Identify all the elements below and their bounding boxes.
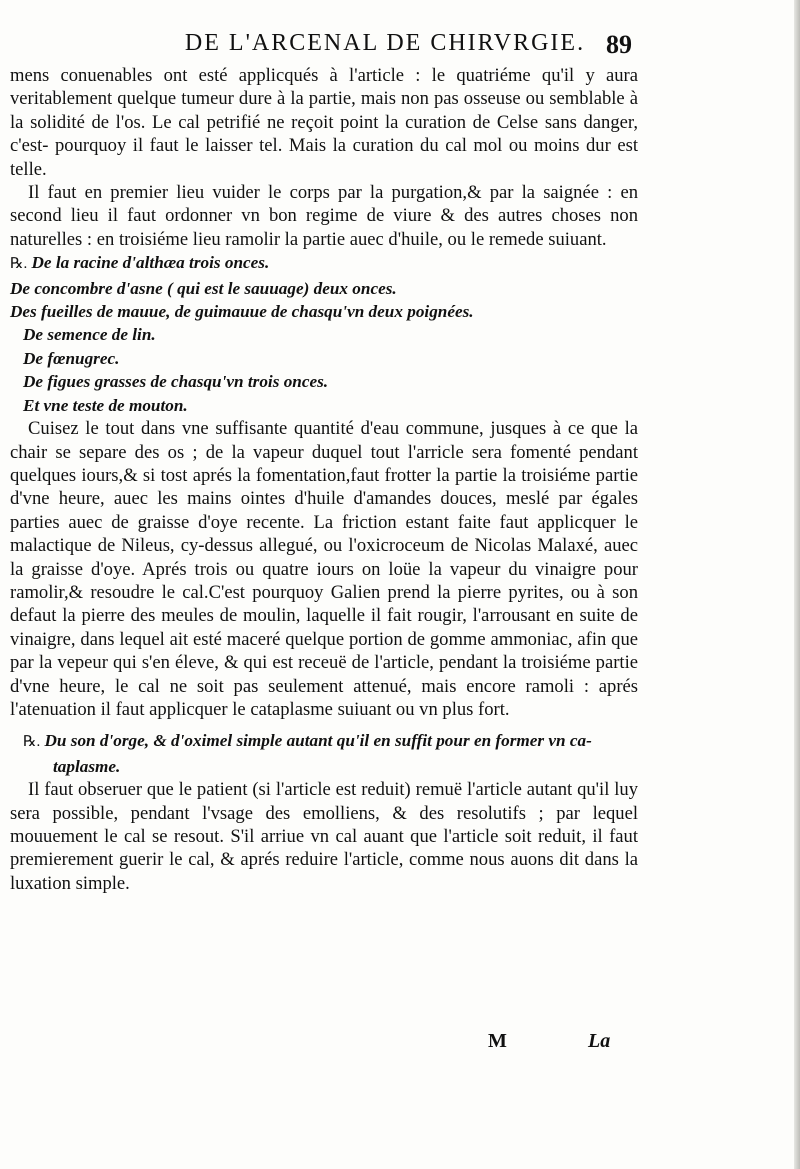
recipe-symbol: ℞. [23, 734, 41, 751]
main-text [10, 64, 638, 895]
paragraph-3: Cuisez le tout dans vne suffisante quantité d'eau commune, jusques à ce que la chair se separe des os ; de la vapeur duquel tout l'arricle sera fomenté pendant quelques iours,& si tost aprés la fomentation,faut frotter la partie la troisiéme partie d'vne heure, auec les mains ointes d'huile d'amandes douces, meslé par égales parties auec de graisse d'oye recente. La friction estant faite faut applicquer le malactique de Nileus, cy-dessus allegué, ou l'oxicroceum de Nicolas Malaxé, auec la graisse d'oye. Aprés trois ou quatre iours on loüe la vapeur du vinaigre pour ramolir,& resoudre le cal.C'est pourquoy Galien prend la pierre pyrites, ou à son defaut la pierre des meules de moulin, laquelle il fait rougir, l'arrousant en suite de vinaigre, dans lequel ait esté maceré quelque portion de gomme ammoniac, afin que par la vepeur qui s'en éleve, & qui est receuë de l'article, pendant la troisiéme partie d'vne heure, le cal ne soit pas seulement attenué, mais encore ramoli : aprés l'atenuation il faut applicquer le cataplasme suiuant ou vn plus fort. [10, 418, 638, 720]
running-title: DE L'ARCENAL DE CHIRVRGIE. [184, 30, 586, 56]
recipe-1 [10, 251, 638, 417]
recipe-line-5: De fœnugrec. [23, 348, 120, 368]
recipe-2-line-2: taplasme. [53, 756, 121, 776]
page-gutter-shadow [794, 0, 800, 1169]
recipe-line-7: Et vne teste de mouton. [23, 395, 188, 415]
recipe-line-4: De semence de lin. [23, 325, 156, 345]
recipe-item: De la racine d'althæa trois onces. [31, 253, 270, 273]
paragraph-1: mens conuenables ont esté applicqués à l'article : le quatriéme qu'il y aura veritablement quelque tumeur dure à la partie, mais non pas osseuse ou semblable à la solidité de l'os. Le cal petrifié ne reçoit point la curation de Celse sans danger, c'est- pourquoy il faut le laisser tel. Mais la curation du cal mol ou moins dur est telle. [10, 65, 638, 180]
recipe-2 [10, 729, 638, 778]
recipe-symbol: ℞. [10, 256, 28, 273]
recipe-2-line-1: Du son d'orge, & d'oximel simple autant qu'il en suffit pour en former vn ca- [44, 731, 592, 751]
footer-marks [488, 1030, 628, 1060]
page-number: 89 [606, 30, 632, 59]
recipe-line-3: Des fueilles de mauue, de guimauue de chasqu'vn deux poignées. [10, 302, 474, 322]
paragraph-4: Il faut obseruer que le patient (si l'article est reduit) remuë l'article autant qu'il luy sera possible, pendant l'vsage des emolliens, & des resolutifs ; par lequel mouuement le cal se resout. S'il arriue vn cal auant que l'article soit reduit, il faut premierement guerir le cal, & aprés reduire l'article, comme nous auons dit dans la luxation simple. [10, 779, 638, 894]
signature-mark: M [488, 1030, 507, 1052]
recipe-line-2: De concombre d'asne ( qui est le sauuage) deux onces. [10, 278, 397, 298]
paragraph-2: Il faut en premier lieu vuider le corps par la purgation,& par la saignée : en second lieu il faut ordonner vn bon regime de viure & des autres choses non naturelles : en troisiéme lieu ramolir la partie auec d'huile, ou le remede suiuant. [10, 182, 638, 250]
catchword: La [588, 1030, 611, 1052]
recipe-line-6: De figues grasses de chasqu'vn trois onces. [23, 372, 329, 392]
recipe-line-1 [10, 251, 638, 276]
